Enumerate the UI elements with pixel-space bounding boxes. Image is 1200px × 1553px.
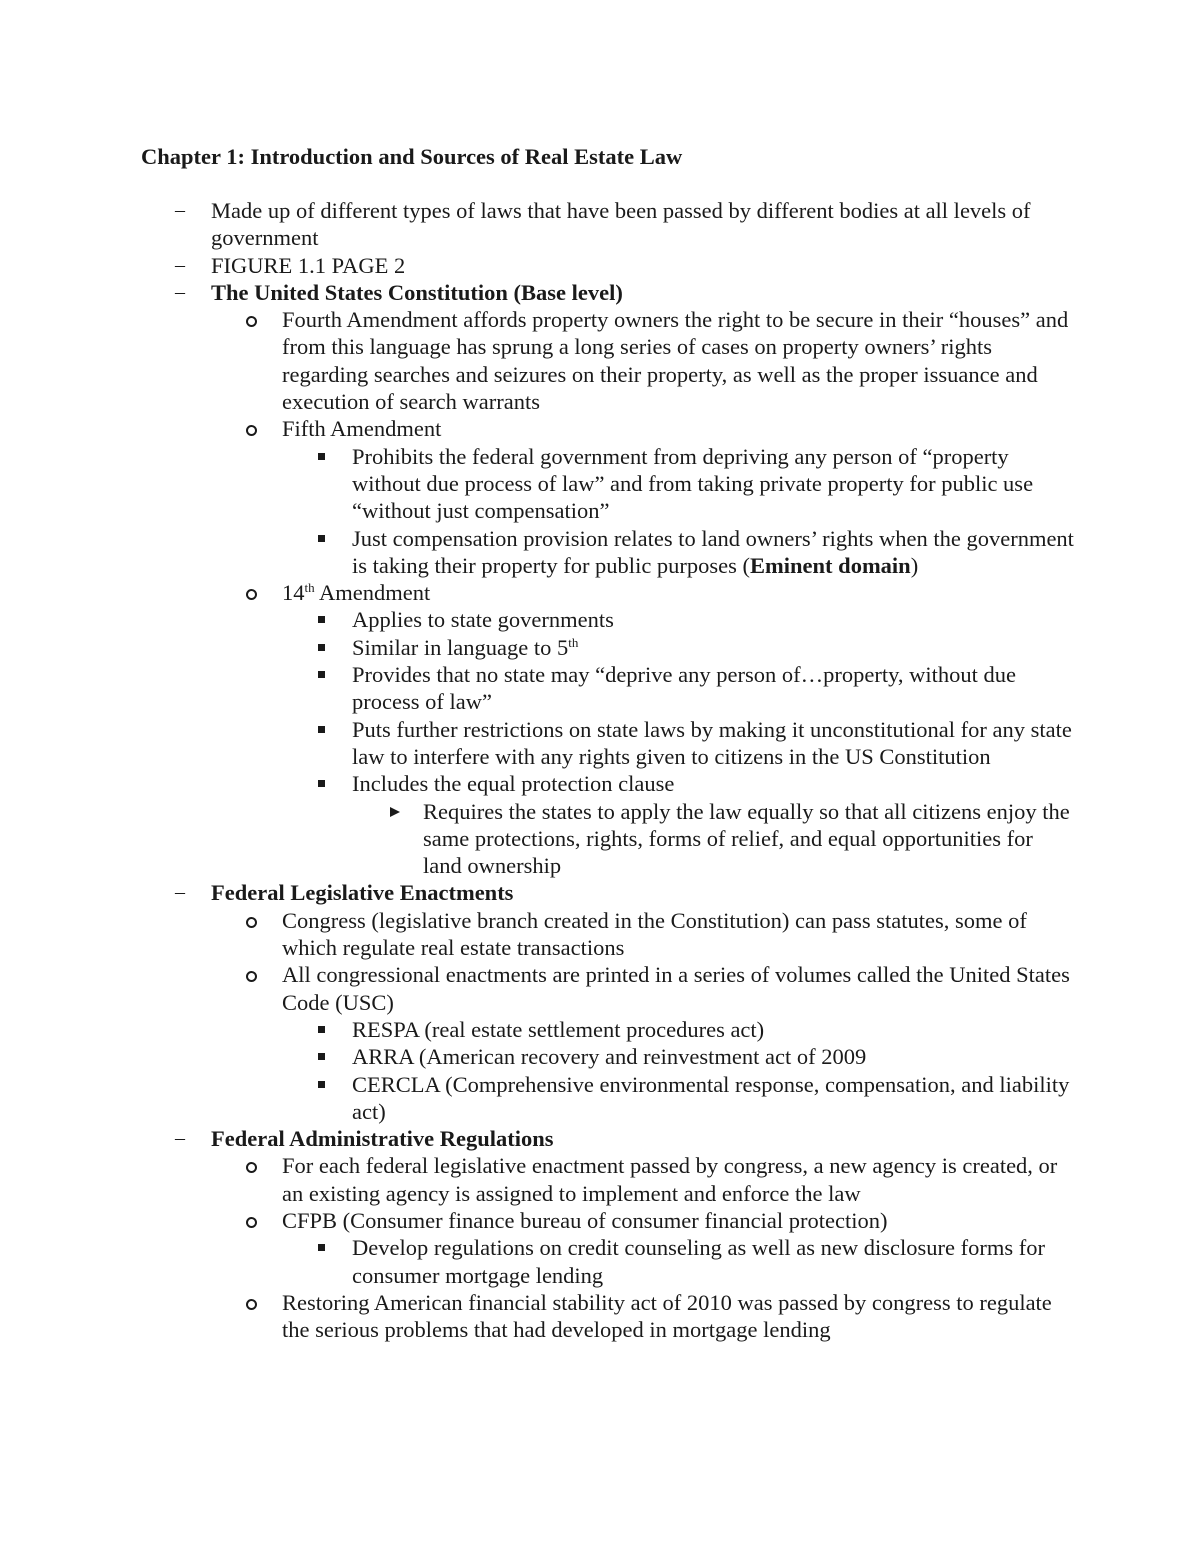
list-item [282,1289,1082,1344]
circle-bullet-icon [246,1217,257,1228]
list-item [282,961,1082,1016]
circle-bullet-icon [246,1299,257,1310]
square-bullet-icon [318,1053,325,1060]
item-text: Provides that no state may “deprive any person of…property, without due process of law” [352,662,1017,715]
list-item [352,443,1082,525]
heading-text: Federal Legislative Enactments [211,880,514,906]
heading-text: Federal Administrative Regulations [211,1126,554,1152]
item-text: 14 [282,580,305,606]
item-text: Just compensation provision relates to land owners’ rights when the government is taking their property for public purposes ( [352,525,1074,578]
circle-bullet-icon [246,971,257,982]
list-item [352,770,1082,797]
list-item [423,798,1073,880]
dash-bullet: – [175,253,185,276]
circle-bullet-icon [246,425,257,436]
item-text: Similar in language to 5 [352,634,569,660]
section-heading [175,1125,1081,1152]
item-text: Includes the equal protection clause [352,771,675,797]
circle-bullet-icon [246,917,257,928]
item-text: Amendment [314,580,431,606]
circle-bullet-icon [246,316,257,327]
item-text: ARRA (American recovery and reinvestment act of 2009 [352,1044,867,1070]
square-bullet-icon [318,726,325,733]
item-text: Fifth Amendment [282,416,442,442]
item-text: Applies to state governments [352,607,614,633]
section-heading [175,279,1081,306]
item-text: Develop regulations on credit counseling as well as new disclosure forms for consumer mortgage lending [352,1235,1045,1288]
list-item [282,415,1082,442]
arrow-bullet-icon [390,807,400,817]
list-item [352,716,1082,771]
square-bullet-icon [318,453,325,460]
item-text: Requires the states to apply the law equally so that all citizens enjoy the same protections, rights, forms of relief, and equal opportunities for land ownership [423,798,1070,879]
list-item [352,634,1082,661]
list-item [282,1152,1082,1207]
square-bullet-icon [318,1026,325,1033]
item-text: Congress (legislative branch created in the Constitution) can pass statutes, some of which regulate real estate transactions [282,907,1027,961]
item-text: Restoring American financial stability act of 2010 was passed by congress to regulate the serious problems that had developed in mortgage lending [282,1289,1052,1343]
item-text: FIGURE 1.1 PAGE 2 [211,252,406,278]
list-item [352,1043,1082,1070]
square-bullet-icon [318,780,325,787]
item-text: Fourth Amendment affords property owners the right to be secure in their “houses” and from this language has sprung a long series of cases on property owners’ rights regarding searches and seizures on their property, as well as the proper issuance and execution of search warrants [282,307,1069,415]
item-text: CFPB (Consumer finance bureau of consumer financial protection) [282,1207,888,1233]
dash-bullet: – [175,881,185,904]
list-item [282,1207,1082,1234]
dash-bullet: – [175,1127,185,1150]
square-bullet-icon [318,1244,325,1251]
list-item [352,525,1082,580]
list-item [175,252,1081,279]
item-text: RESPA (real estate settlement procedures act) [352,1016,765,1042]
item-text: For each federal legislative enactment passed by congress, a new agency is created, or an existing agency is assigned to implement and enforce the law [282,1153,1058,1206]
square-bullet-icon [318,671,325,678]
outline [0,197,1200,1343]
list-item [352,1234,1082,1289]
circle-bullet-icon [246,589,257,600]
chapter-title: Chapter 1: Introduction and Sources of Real Estate Law [141,144,683,169]
item-text: Prohibits the federal government from depriving any person of “property without due process of law” and from taking private property for public use “without just compensation” [352,443,1034,524]
square-bullet-icon [318,1081,325,1088]
item-text: CERCLA (Comprehensive environmental response, compensation, and liability act) [352,1071,1070,1124]
item-text: Puts further restrictions on state laws by making it unconstitutional for any state law to interfere with any rights given to citizens in the US Constitution [352,716,1072,769]
superscript: th [304,580,315,596]
item-text: Made up of different types of laws that have been passed by different bodies at all levels of government [211,198,1031,251]
list-item [282,907,1082,962]
list-item [352,1071,1082,1126]
list-item [352,1016,1082,1043]
dash-bullet: – [175,280,185,303]
list-item [352,661,1082,716]
square-bullet-icon [318,644,325,651]
list-item [282,306,1082,415]
item-text-bold: Eminent domain [750,552,911,578]
list-item [282,579,1082,606]
superscript: th [568,634,579,650]
section-heading [175,879,1081,906]
circle-bullet-icon [246,1162,257,1173]
list-item [352,606,1082,633]
heading-text: The United States Constitution (Base level) [211,279,623,305]
item-text: All congressional enactments are printed in a series of volumes called the United States Code (USC) [282,962,1070,1015]
square-bullet-icon [318,616,325,623]
square-bullet-icon [318,535,325,542]
item-text: ) [910,552,919,578]
dash-bullet: – [175,199,185,221]
list-item [175,197,1081,252]
